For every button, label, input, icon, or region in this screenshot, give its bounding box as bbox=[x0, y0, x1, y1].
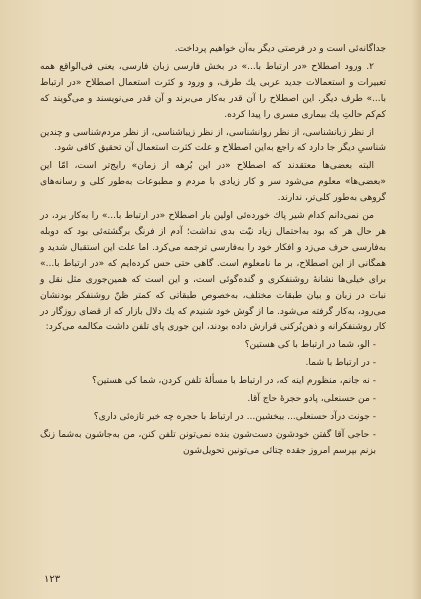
dialogue-line: - من حسنعلی، پادو حجرهٔ حاج آقا. bbox=[247, 394, 376, 405]
dialogue-line: - جونت درآد حسنعلی... ببخشین... در ارتباط با حجره چه خبر تازه‌ئی داری؟ bbox=[93, 411, 376, 422]
dialogue-line: - حاجی آقا گفتن خودشون دست‌شون بنده نمی‌تونن تلفن کنن، من به‌جاشون به‌شما زنگ بزنم بپرسم امروز جقده چتائی می‌تونین تحویل‌شون bbox=[40, 429, 376, 456]
page-number: ۱۲۳ bbox=[44, 574, 61, 585]
dialogue-line: - در ارتباط با شما. bbox=[305, 358, 376, 369]
paragraph: جداگانه‌ئی است و در فرصتی دیگر به‌آن خواهیم پرداخت. bbox=[174, 44, 386, 54]
paragraph: من نمی‌دانم کدام شیر پاك خورده‌ئی اولین بار اصطلاح «در ارتباط با...» را به‌کار برد، در هر حال هر که بود به‌احتمال زیاد نیّت بدی نداشت؛ آدم از فرنگ برگشته‌ئی بود که دوبله به‌فارسی حرف می‌زد و افکار خود را به‌فارسی ترجمه می‌کرد. اما علت این استقبال شدید و همگانی از این اصطلاح، بر ما نامعلوم است. گاهی حتی حس کرده‌ایم که «در ارتباط با...» برای خیلی‌ها نشانهٔ روشنفکری و گنده‌گوئی است، و این است که همین‌جوری مثل نقل و نبات در زبان و بیان طبقات مختلف، به‌خصوص طبقاتی که کمتر ظنّ روشنفکر بودنشان می‌رود، به‌کار گرفته می‌شود. ما از گوش خود شنیدم که یك دلال بازار که از قضای روزگار در کار روشنفکرانه و ذهن‌بُرکنی قرارش داده بودند، این جوری پای تلفن داشت مکالمه می‌کرد: bbox=[40, 211, 386, 333]
paragraph: ۲. ورود اصطلاح «در ارتباط با...» در بخش فارسی زبان فارسی، یعنی فی‌الواقع همه تعبیرات و استعمالات جدید عربی یك طرف، و ورود و کثرت استعمال اصطلاح «در ارتباط با...» طرف دیگر. این اصطلاح را آن قدر به‌کار می‌برند و آن قدر می‌نویسند و می‌گویند که کم‌کم حالتِ یك بیماری مسری را پیدا کرده. bbox=[40, 61, 386, 120]
paragraph: از نظر زبانشناسی، از نظر روانشناسی، از نظر زیباشناسی، از نظر مردم‌شناسی و چندین شناسیِ دیگر جا دارد که راجع به‌این اصطلاح و علت کثرت استعمال آن تحقیق کافی شود. bbox=[40, 127, 386, 154]
paragraph: البته بعضی‌ها معتقدند که اصطلاح «در این بُرهه از زمان» رایج‌تر است، امّا این «بعضی‌ها» معلوم می‌شود سر و کار زیادی با مردم و مطبوعات به‌طور کلی و رسانه‌های گروهی به‌طور کلی‌تر، ندارند. bbox=[40, 161, 386, 204]
dialogue-line: - نه جانم، منظورم اینه که، در ارتباط با مسألهٔ تلفن کردن، شما کی هستین؟ bbox=[92, 376, 376, 387]
page-fold-shadow bbox=[411, 0, 421, 599]
dialogue-line: - الو، شما در ارتباط با کی هستین؟ bbox=[244, 340, 376, 351]
body-text bbox=[40, 42, 386, 460]
